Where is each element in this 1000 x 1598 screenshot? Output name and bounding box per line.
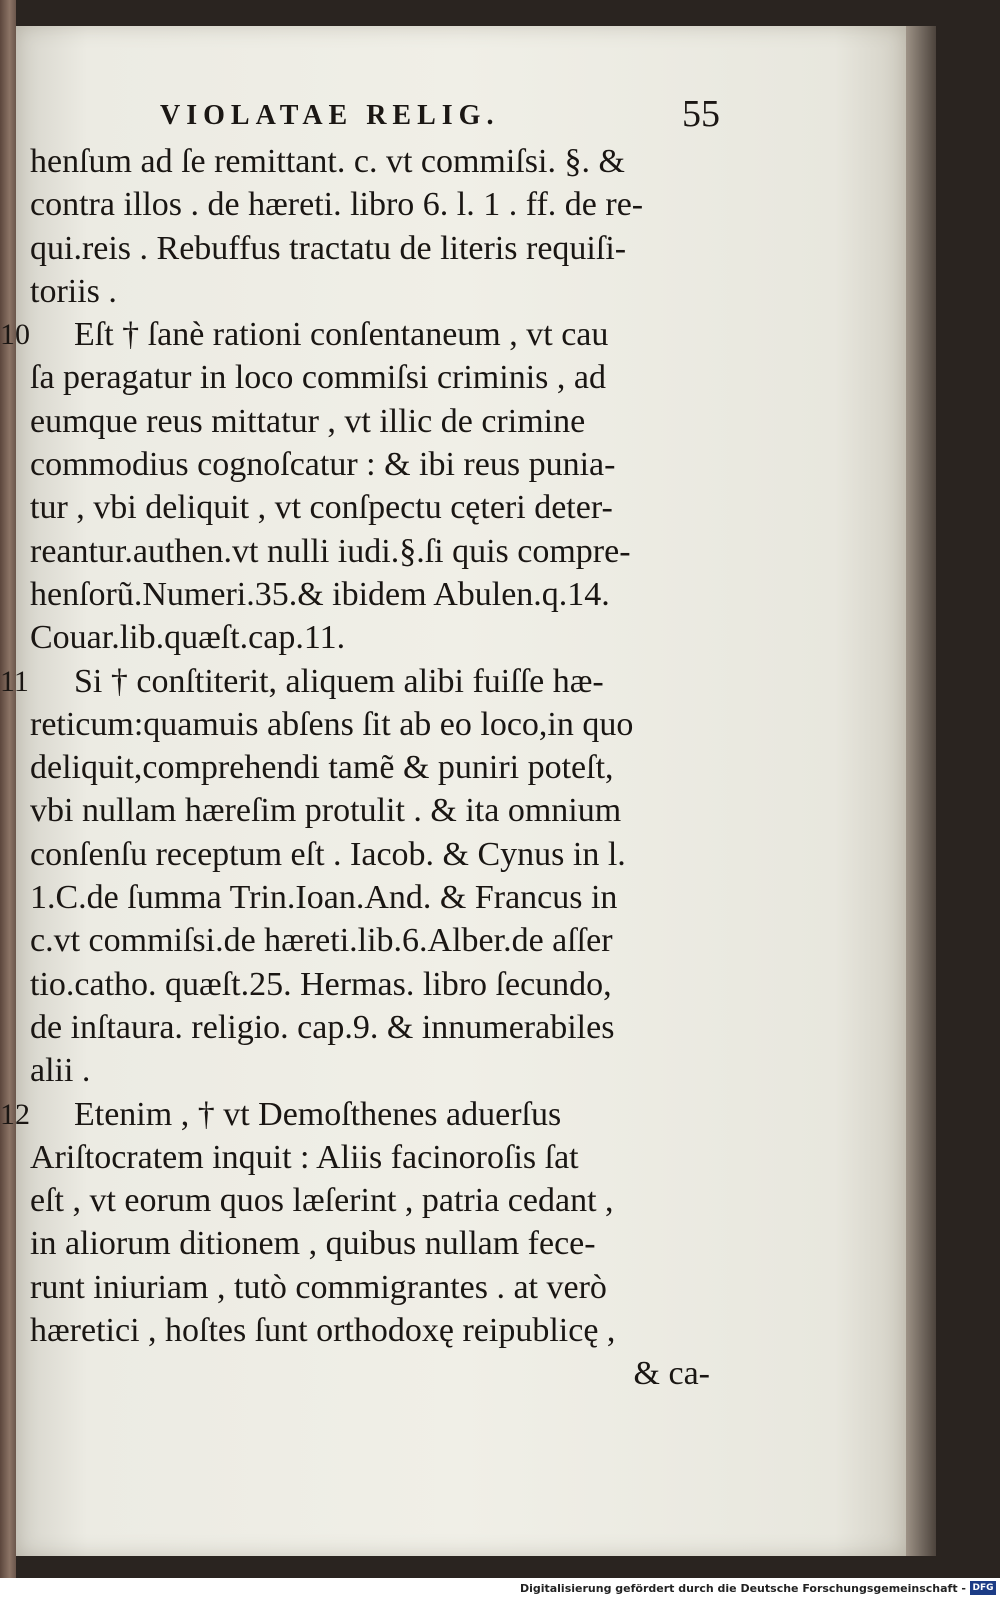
text-line: runt iniuriam , tutò commigrantes . at verò — [30, 1268, 607, 1306]
text-line: deliquit,comprehendi tamẽ & puniri poteſt, — [30, 749, 614, 787]
text-line: Couar.lib.quæſt.cap.11. — [30, 619, 346, 657]
text-line: contra illos . de hæreti. libro 6. l. 1 . ff. de re- — [30, 186, 644, 224]
text-line: Ariſtocratem inquit : Aliis facinoroſis ſat — [30, 1138, 579, 1176]
text-line: toriis . — [30, 272, 117, 310]
body-text — [0, 140, 730, 1396]
text-line: eſt , vt eorum quos læſerint , patria cedant , — [30, 1182, 614, 1220]
text-line: henſum ad ſe remittant. c. vt commiſsi. §. & — [30, 143, 625, 180]
text-line: de inſtaura. religio. cap.9. & innumerabiles — [30, 1008, 615, 1046]
text-line: vbi nullam hæreſim protulit . & ita omnium — [30, 792, 622, 830]
text-line: conſenſu receptum eſt . Iacob. & Cynus in l. — [30, 835, 626, 873]
text-line: reticum:quamuis abſens ſit ab eo loco,in quo — [30, 705, 634, 743]
text-line: c.vt commiſsi.de hæreti.lib.6.Alber.de aſſer — [30, 922, 613, 960]
text-line: reantur.authen.vt nulli iudi.§.ſi quis compre- — [30, 532, 631, 570]
text-line: alii . — [30, 1052, 91, 1090]
text-line: henſorũ.Numeri.35.& ibidem Abulen.q.14. — [30, 575, 610, 613]
paragraph-11-line — [0, 660, 730, 703]
funding-credit: Digitalisierung gefördert durch die Deutsche Forschungsgemeinschaft - — [519, 1582, 966, 1595]
text-line: ſa peragatur in loco commiſsi criminis , ad — [30, 359, 606, 397]
page-header — [160, 92, 720, 142]
dfg-logo-icon: DFG — [970, 1581, 996, 1595]
catchword: & ca- — [633, 1355, 710, 1393]
margin-number: 10 — [0, 318, 30, 352]
paragraph-10-line — [0, 313, 730, 356]
text-line: tur , vbi deliquit , vt conſpectu cęteri deter- — [30, 489, 613, 527]
text-span: Etenim , † vt Demoſthenes aduerſus — [74, 1095, 562, 1133]
text-line: in aliorum ditionem , quibus nullam fece- — [30, 1225, 596, 1263]
page-edge — [906, 26, 936, 1556]
page-number: 55 — [682, 93, 720, 135]
running-head: VIOLATAE RELIG. — [160, 100, 500, 131]
book-spine — [0, 0, 16, 1578]
text-line: 1.C.de ſumma Trin.Ioan.And. & Francus in — [30, 879, 618, 917]
footer-bar — [0, 1578, 1000, 1598]
paragraph-12-line — [0, 1093, 730, 1136]
text-span: Si † conſtiterit, aliquem alibi fuiſſe hæ- — [74, 662, 604, 700]
text-line: hæretici , hoſtes ſunt orthodoxę reipublicę , — [30, 1312, 616, 1350]
text-line: tio.catho. quæſt.25. Hermas. libro ſecundo, — [30, 965, 612, 1003]
margin-number: 12 — [0, 1097, 30, 1131]
text-line: commodius cognoſcatur : & ibi reus punia- — [30, 446, 616, 484]
text-line: eumque reus mittatur , vt illic de crimine — [30, 402, 586, 440]
text-line: qui.reis . Rebuffus tractatu de literis requiſi- — [30, 229, 627, 267]
margin-number: 11 — [0, 664, 29, 698]
text-span: Eſt † ſanè rationi conſentaneum , vt cau — [74, 316, 609, 354]
